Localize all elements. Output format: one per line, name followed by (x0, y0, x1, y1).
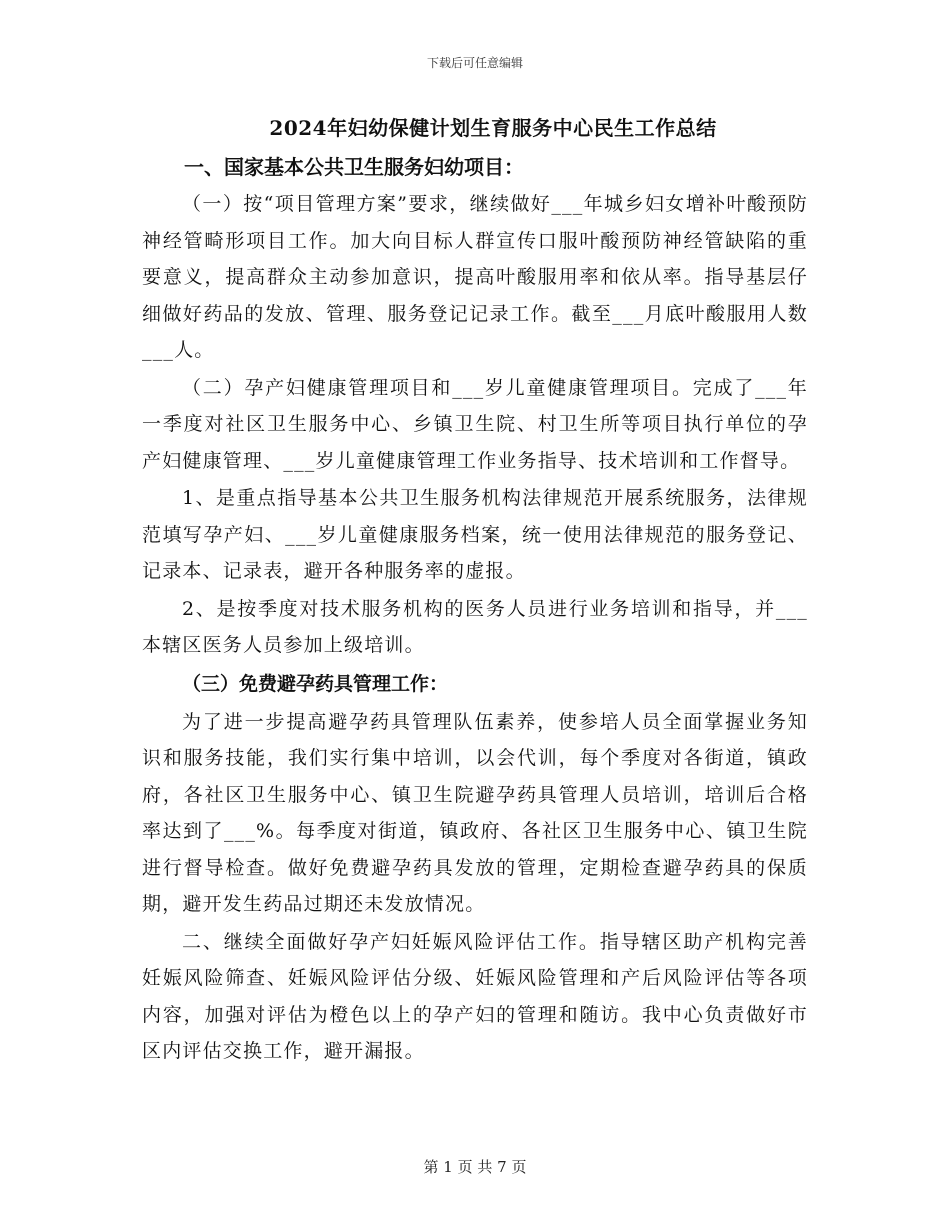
paragraph-1: （一）按“项目管理方案”要求，继续做好___年城乡妇女增补叶酸预防神经管畸形项目工作。加大向目标人群宣传口服叶酸预防神经管缺陷的重要意义，提高群众主动参加意识，提高叶酸服用率和依从率。指导基层仔细做好药品的发放、管理、服务登记记录工作。截至___月底叶酸服用人数___人。 (142, 193, 808, 361)
page-header: 下载后可任意编辑 (426, 56, 523, 70)
document-title: 2024年妇幼保健计划生育服务中心民生工作总结 (269, 116, 717, 140)
paragraph-6: 二、继续全面做好孕产妇妊娠风险评估工作。指导辖区助产机构完善妊娠风险筛查、妊娠风险评估分级、妊娠风险管理和产后风险评估等各项内容，加强对评估为橙色以上的孕产妇的管理和随访。我中心负责做好市区内评估交换工作，避开漏报。 (142, 930, 808, 1062)
section-heading-1: 一、国家基本公共卫生服务妇幼项目： (184, 155, 524, 179)
document-body (142, 112, 808, 1071)
paragraph-3: 1、是重点指导基本公共卫生服务机构法律规范开展系统服务，法律规范填写孕产妇、___岁儿童健康服务档案，统一使用法律规范的服务登记、记录本、记录表，避开各种服务率的虚报。 (142, 487, 808, 582)
subsection-heading: （三）免费避孕药具管理工作： (182, 672, 449, 695)
paragraph-4: 2、是按季度对技术服务机构的医务人员进行业务培训和指导，并___本辖区医务人员参加上级培训。 (142, 597, 808, 656)
paragraph-5: 为了进一步提高避孕药具管理队伍素养，使参培人员全面掌握业务知识和服务技能，我们实行集中培训，以会代训，每个季度对各街道，镇政府，各社区卫生服务中心、镇卫生院避孕药具管理人员培训，培训后合格率达到了___%。每季度对街道，镇政府、各社区卫生服务中心、镇卫生院进行督导检查。做好免费避孕药具发放的管理，定期检查避孕药具的保质期，避开发生药品过期还未发放情况。 (142, 710, 808, 915)
paragraph-2: （二）孕产妇健康管理项目和___岁儿童健康管理项目。完成了___年一季度对社区卫生服务中心、乡镇卫生院、村卫生所等项目执行单位的孕产妇健康管理、___岁儿童健康管理工作业务指导、技术培训和工作督导。 (142, 376, 808, 472)
page-number: 第 1 页 共 7 页 (423, 1158, 527, 1176)
